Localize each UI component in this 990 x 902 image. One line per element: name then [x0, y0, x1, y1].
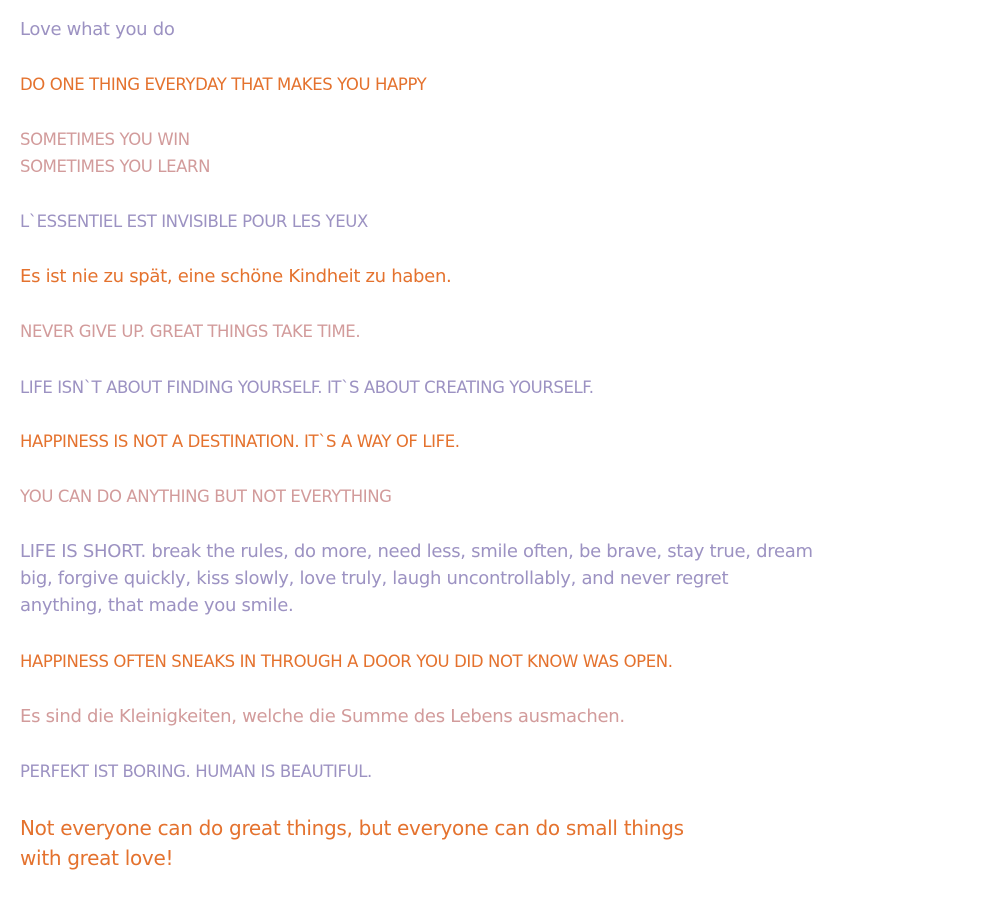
quote-love-what-you-do: Love what you do [20, 19, 175, 40]
quote-never-give-up: NEVER GIVE UP. GREAT THINGS TAKE TIME. [20, 322, 361, 341]
quote-life-isnt-about: LIFE ISN`T ABOUT FINDING YOURSELF. IT`S ABOUT CREATING YOURSELF. [20, 378, 594, 397]
quote-essentiel: L`ESSENTIEL EST INVISIBLE POUR LES YEUX [20, 212, 368, 231]
quote-happiness-destination: HAPPINESS IS NOT A DESTINATION. IT`S A WAY OF LIFE. [20, 432, 460, 451]
quote-you-can-do-anything: YOU CAN DO ANYTHING BUT NOT EVERYTHING [20, 487, 392, 506]
quote-perfekt-ist-boring: PERFEKT IST BORING. HUMAN IS BEAUTIFUL. [20, 762, 372, 781]
quote-life-is-short-line-1: LIFE IS SHORT. break the rules, do more, need less, smile often, be brave, stay true, dream [20, 541, 813, 562]
quote-kindheit: Es ist nie zu spät, eine schöne Kindheit zu haben. [20, 266, 452, 287]
quote-happiness-sneaks: HAPPINESS OFTEN SNEAKS IN THROUGH A DOOR YOU DID NOT KNOW WAS OPEN. [20, 652, 673, 671]
quote-sometimes-win: SOMETIMES YOU WIN [20, 130, 190, 149]
quote-great-love-line-1: Not everyone can do great things, but everyone can do small things [20, 816, 684, 840]
quote-life-is-short-line-2: big, forgive quickly, kiss slowly, love truly, laugh uncontrollably, and never regret [20, 568, 729, 589]
quote-kleinigkeiten: Es sind die Kleinigkeiten, welche die Summe des Lebens ausmachen. [20, 706, 625, 727]
quote-life-is-short-line-3: anything, that made you smile. [20, 595, 294, 616]
quote-sometimes-learn: SOMETIMES YOU LEARN [20, 157, 211, 176]
quote-do-one-thing: DO ONE THING EVERYDAY THAT MAKES YOU HAPPY [20, 75, 427, 94]
quote-great-love-line-2: with great love! [20, 846, 174, 870]
